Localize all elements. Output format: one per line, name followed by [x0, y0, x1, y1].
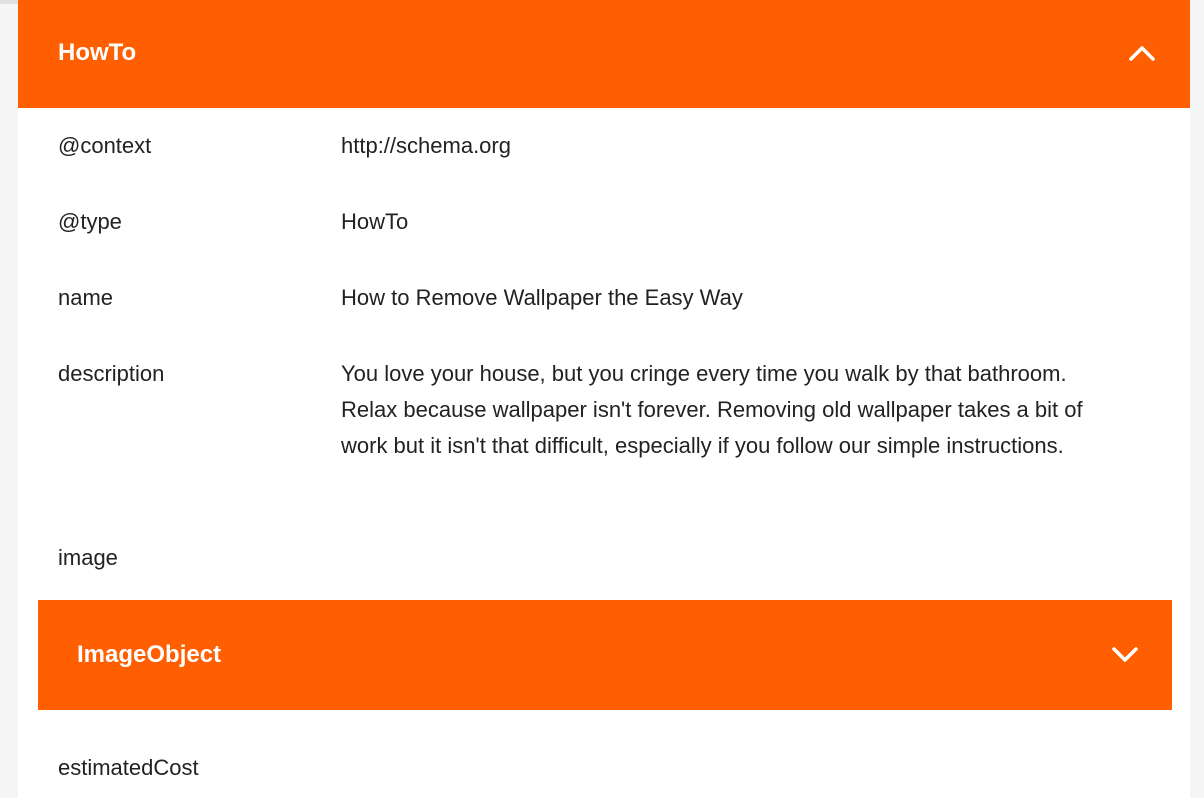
name-value: How to Remove Wallpaper the Easy Way: [341, 285, 743, 310]
type-label: @type: [58, 209, 122, 234]
description-label: description: [58, 361, 165, 386]
image-label: image: [58, 545, 118, 570]
chevron-up-icon[interactable]: [1127, 43, 1157, 63]
howto-panel: [18, 0, 1190, 798]
howto-header-title: HowTo: [58, 39, 137, 66]
type-value: HowTo: [341, 209, 409, 234]
page-edge-shadow: [0, 0, 18, 4]
estimatedcost-label: estimatedCost: [58, 755, 199, 780]
context-value: http://schema.org: [341, 133, 511, 158]
howto-header[interactable]: [18, 0, 1190, 108]
context-label: @context: [58, 133, 152, 158]
imageobject-header-title: ImageObject: [77, 641, 222, 668]
description-value: You love your house, but you cringe every time you walk by that bathroom. Relax because wallpaper isn't forever. Removing old wallpaper takes a bit of work but it isn't that difficult, especially if you follow our simple instructions.: [341, 361, 1083, 458]
chevron-down-icon[interactable]: [1110, 644, 1140, 664]
imageobject-header[interactable]: [38, 600, 1172, 710]
name-label: name: [58, 285, 114, 310]
